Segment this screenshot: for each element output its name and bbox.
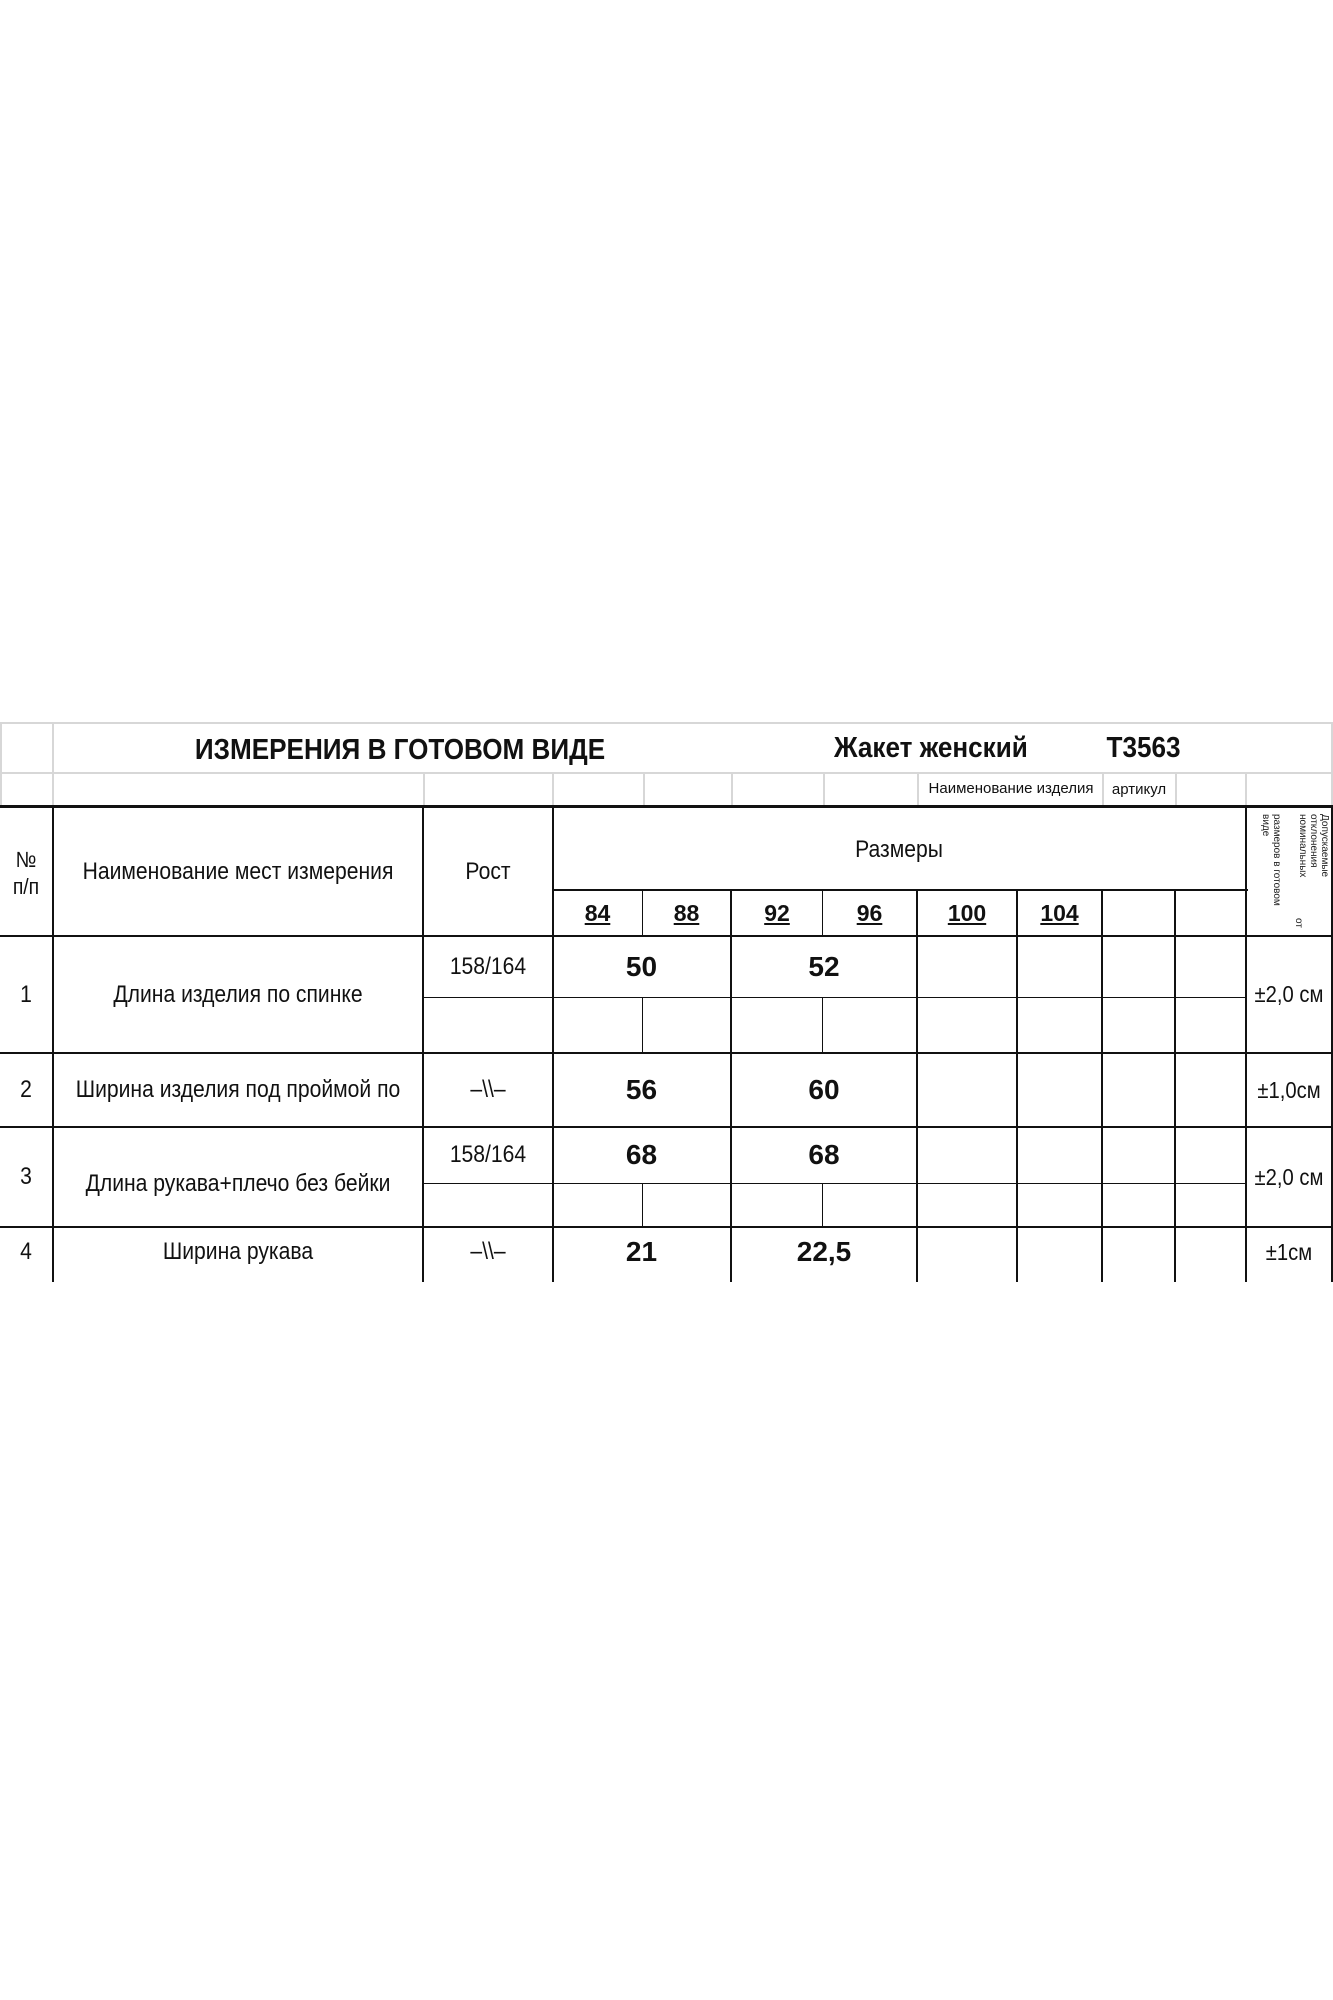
grid-line	[1245, 772, 1247, 806]
grid-line	[423, 772, 425, 806]
row-3-name: Длина рукава+плечо без бейки	[85, 1170, 391, 1197]
row-4-height: –\\–	[470, 1238, 506, 1265]
header-tolerance-line: Допускаемые	[1319, 814, 1330, 878]
row-2-value-92-96: 60	[808, 1074, 840, 1105]
product-name: Жакет женский	[834, 731, 1028, 764]
table-border	[1016, 890, 1018, 1282]
table-border	[1101, 890, 1103, 1282]
header-tolerance-line: отклонения	[1308, 814, 1319, 868]
header-tolerance-line: от	[1293, 918, 1304, 928]
table-border	[1174, 890, 1176, 1282]
article-caption: артикул	[1111, 780, 1167, 798]
grid-line	[823, 772, 825, 806]
size-92: 92	[764, 899, 790, 926]
row-4-value-92-96: 22,5	[796, 1236, 852, 1267]
header-height: Рост	[465, 858, 511, 885]
row-3-height: 158/164	[449, 1141, 527, 1168]
grid-line	[917, 772, 919, 806]
row-1-value-92-96: 52	[808, 951, 840, 982]
size-88: 88	[673, 899, 700, 926]
grid-line	[552, 772, 554, 806]
table-border	[642, 998, 643, 1052]
size-104: 104	[1040, 899, 1079, 926]
product-caption: Наименование изделия	[928, 779, 1094, 797]
table-border	[552, 806, 554, 1282]
table-border	[422, 806, 424, 1282]
size-84: 84	[584, 899, 611, 926]
row-1-tolerance: ±2,0 см	[1254, 981, 1324, 1007]
row-4-value-84-88: 21	[625, 1236, 658, 1267]
table-border	[52, 806, 54, 1282]
grid-line	[52, 722, 54, 806]
grid-line	[0, 722, 2, 806]
header-no-1: №	[15, 847, 37, 872]
row-1-no: 1	[20, 980, 32, 1008]
row-3-no: 3	[20, 1163, 32, 1190]
table-border	[916, 890, 918, 1282]
row-3-tolerance: ±2,0 см	[1254, 1163, 1324, 1190]
header-tolerance-line: виде	[1260, 814, 1271, 837]
row-2-no: 2	[20, 1076, 32, 1103]
row-1-name: Длина изделия по спинке	[113, 980, 363, 1008]
header-tolerance-line: номинальных	[1297, 814, 1308, 878]
header-tolerance-line: размеров в готовом	[1271, 814, 1282, 906]
header-no-2: п/п	[12, 874, 40, 899]
sheet-title: ИЗМЕРЕНИЯ В ГОТОВОМ ВИДЕ	[194, 733, 606, 766]
row-2-tolerance: ±1,0см	[1257, 1076, 1321, 1103]
grid-line	[1175, 772, 1177, 806]
row-1-height: 158/164	[449, 953, 527, 980]
row-4-tolerance: ±1см	[1265, 1238, 1313, 1265]
table-border	[642, 1184, 643, 1226]
table-border	[1245, 806, 1247, 1282]
row-4-no: 4	[20, 1238, 32, 1265]
row-4-name: Ширина рукава	[162, 1238, 314, 1265]
row-2-value-84-88: 56	[625, 1074, 658, 1105]
row-3-value-92-96: 68	[808, 1139, 840, 1170]
grid-line	[0, 722, 1333, 724]
article-number: Т3563	[1106, 731, 1181, 764]
table-border	[822, 1184, 823, 1226]
row-3-value-84-88: 68	[625, 1139, 658, 1170]
header-measurement-name: Наименование мест измерения	[82, 858, 394, 885]
row-2-name: Ширина изделия под проймой по	[75, 1076, 401, 1103]
header-sizes: Размеры	[855, 836, 943, 863]
row-1-value-84-88: 50	[625, 951, 658, 982]
table-border	[553, 889, 1248, 891]
grid-line	[643, 772, 645, 806]
table-border	[423, 997, 1245, 998]
measurements-sheet	[0, 722, 1333, 1282]
table-border	[0, 805, 1333, 808]
size-96: 96	[856, 899, 883, 926]
row-2-height: –\\–	[470, 1076, 506, 1103]
table-border	[423, 1183, 1245, 1184]
grid-line	[731, 772, 733, 806]
grid-line	[0, 772, 1333, 774]
size-100: 100	[947, 899, 987, 926]
table-border	[822, 998, 823, 1052]
